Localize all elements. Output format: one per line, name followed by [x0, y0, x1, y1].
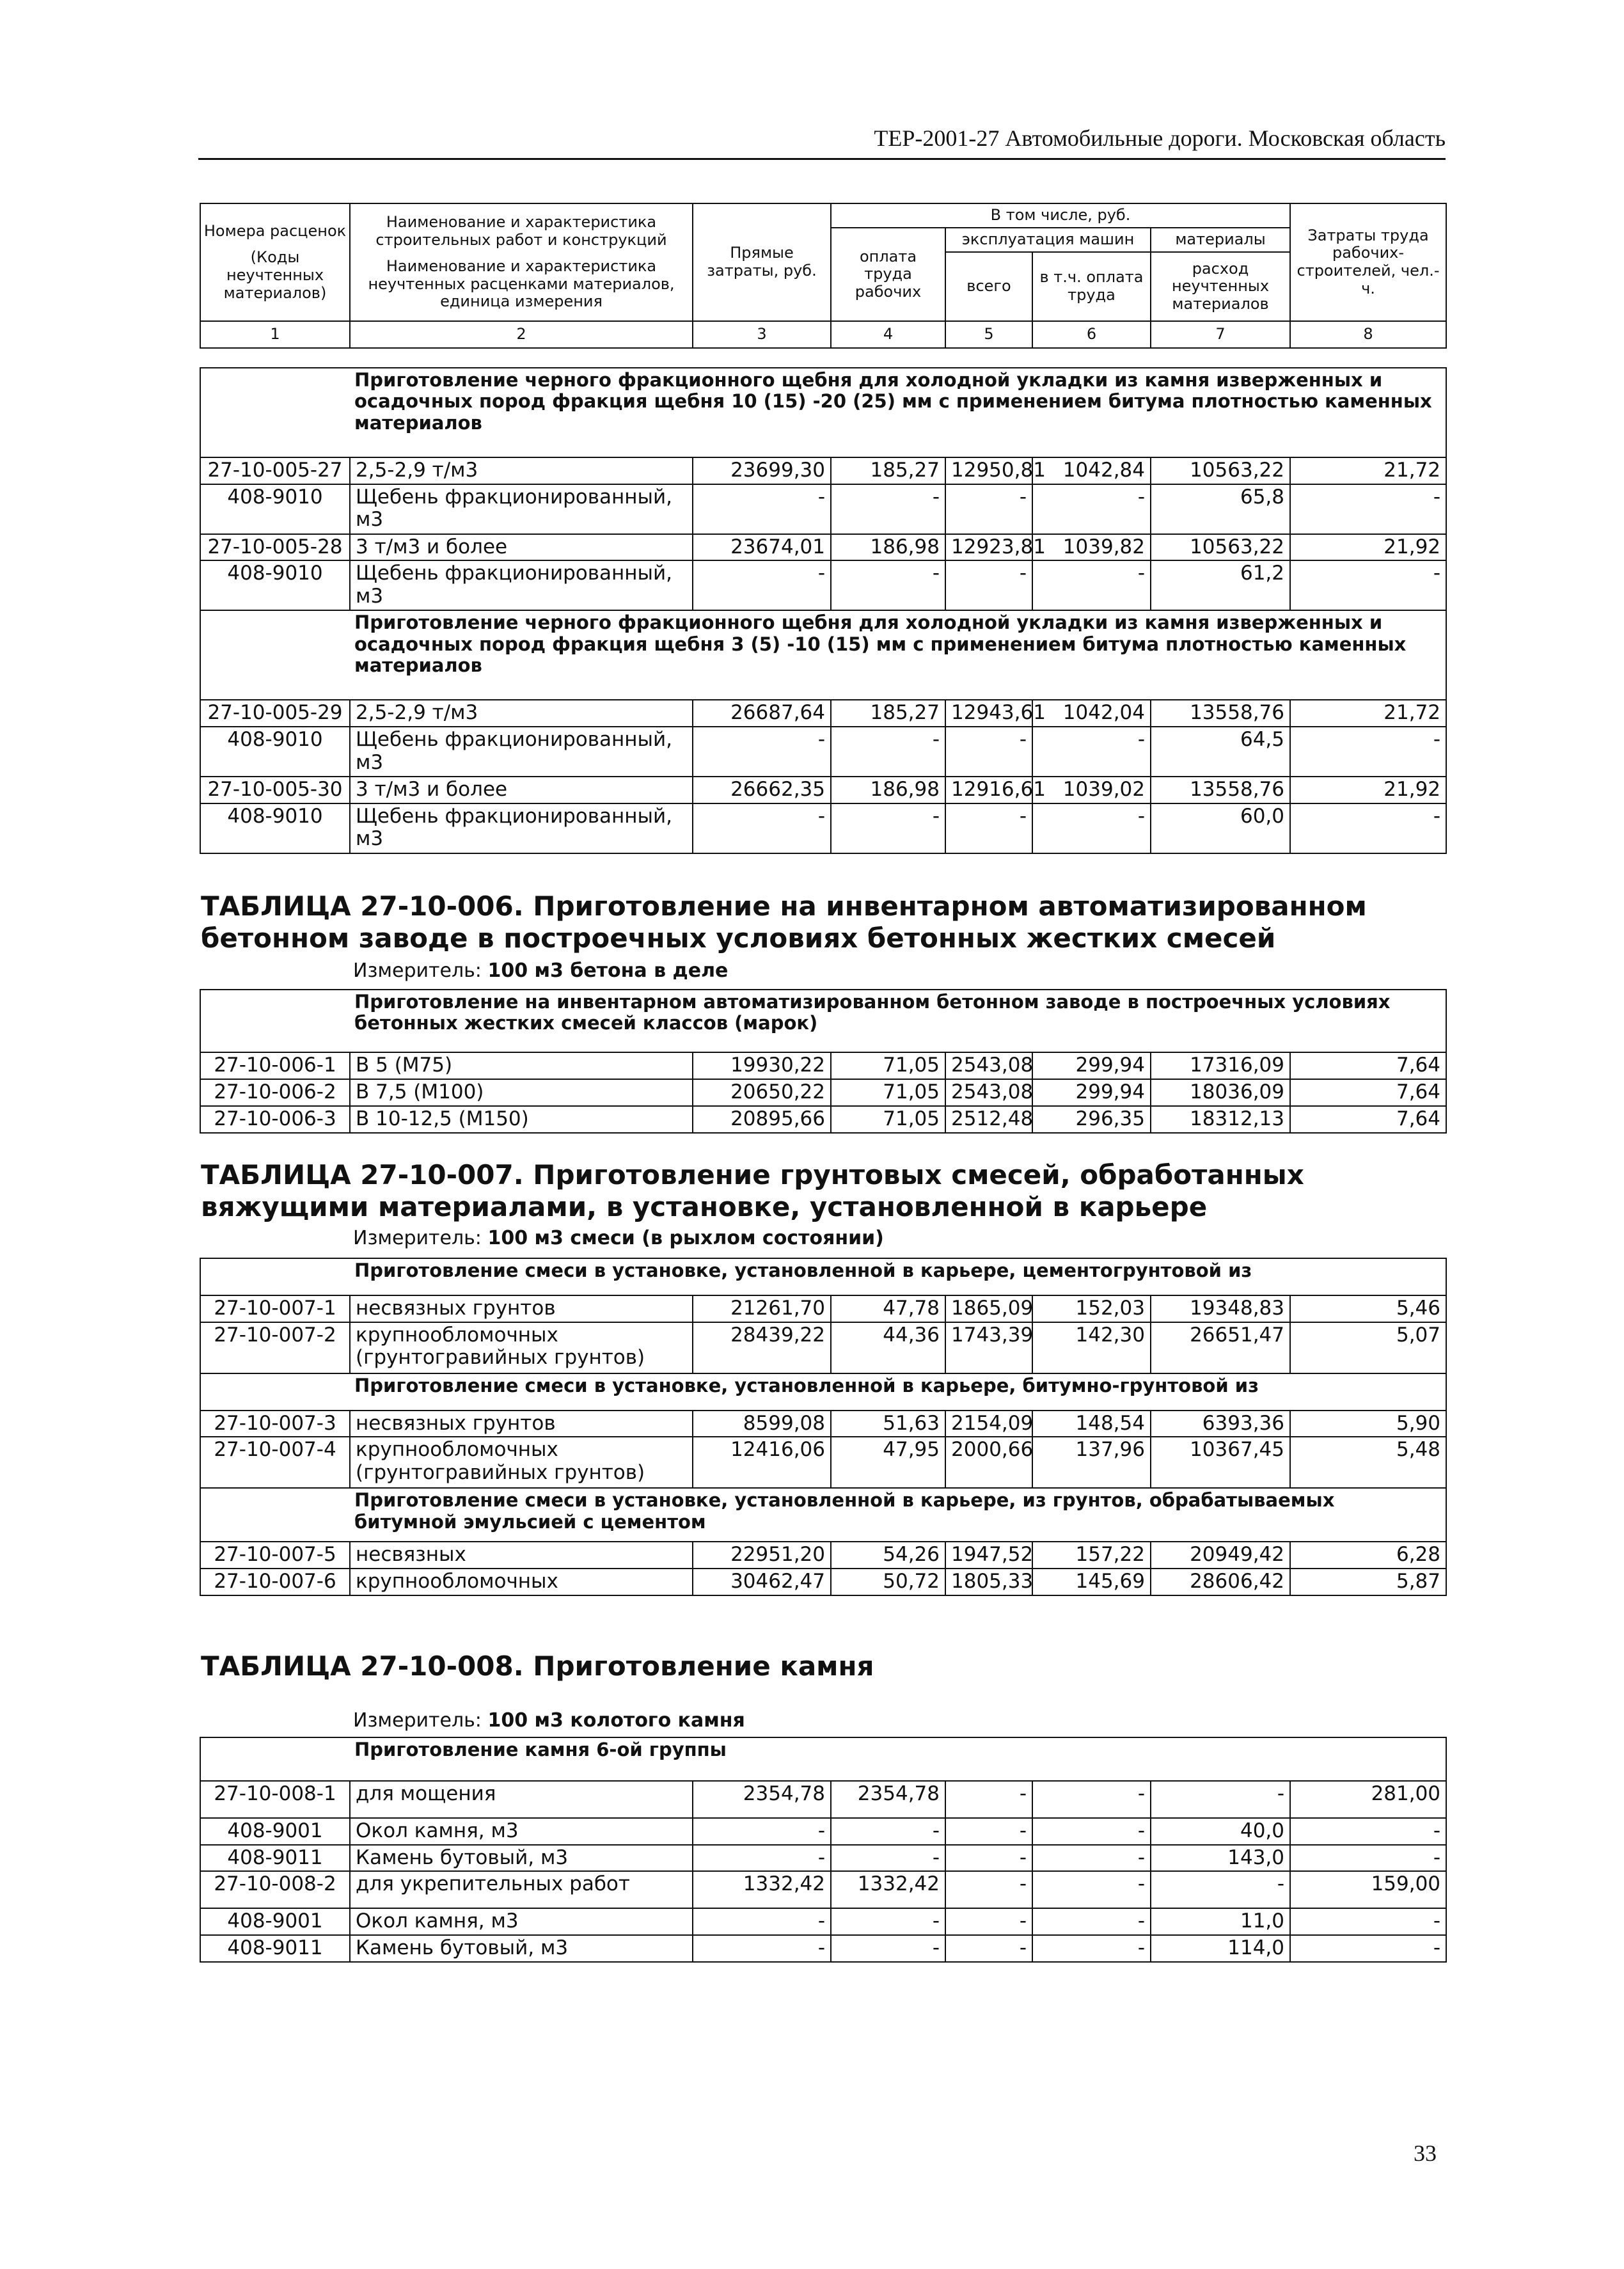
rate-value: -	[831, 727, 945, 777]
rate-value: -	[831, 803, 945, 853]
section-title-row	[200, 368, 1446, 457]
header-title: ТЕР-2001-27 Автомобильные дороги. Московская область	[874, 125, 1446, 151]
rate-value: 10563,22	[1151, 534, 1290, 561]
section-title-row	[200, 1737, 1446, 1781]
rate-value: -	[1032, 484, 1151, 534]
rate-name: Окол камня, м3	[350, 1908, 693, 1935]
rate-value: -	[945, 1871, 1032, 1908]
header-machines: эксплуатация машин	[945, 228, 1151, 252]
rate-value: -	[693, 1908, 831, 1935]
rate-value: 47,78	[831, 1295, 945, 1322]
rate-value: -	[945, 560, 1032, 610]
rate-code: 27-10-005-28	[200, 534, 350, 561]
section-title: Приготовление черного фракционного щебня для холодной укладки из камня изверженных и осадочных пород фракция щебня 10 (15) -20 (25) мм с применением битума плотностью каменных материалов	[200, 368, 1446, 457]
rate-value: 142,30	[1032, 1322, 1151, 1373]
rate-value: 12916,61	[945, 777, 1032, 803]
table-row	[200, 1542, 1446, 1569]
rate-value: -	[945, 727, 1032, 777]
table-row	[200, 1845, 1446, 1872]
header-machines-labor: в т.ч. оплата труда	[1032, 252, 1151, 321]
rate-code: 27-10-007-4	[200, 1437, 350, 1488]
rate-value: -	[1032, 560, 1151, 610]
rate-value: 281,00	[1290, 1781, 1446, 1818]
section-title-row	[200, 1373, 1446, 1411]
rate-value: 159,00	[1290, 1871, 1446, 1908]
rate-value: 6,28	[1290, 1542, 1446, 1569]
table-row	[200, 1106, 1446, 1133]
rate-value: 145,69	[1032, 1569, 1151, 1595]
rate-code: 27-10-006-2	[200, 1079, 350, 1106]
table-007-measure: Измеритель: 100 м3 смеси (в рыхлом состоянии)	[353, 1227, 884, 1249]
rate-value: -	[693, 727, 831, 777]
rate-value: 11,0	[1151, 1908, 1290, 1935]
rate-value: 1332,42	[693, 1871, 831, 1908]
rate-name: несвязных грунтов	[350, 1411, 693, 1437]
section-title-row	[200, 1488, 1446, 1542]
rate-value: 54,26	[831, 1542, 945, 1569]
rate-name: для мощения	[350, 1781, 693, 1818]
rate-value: 71,05	[831, 1106, 945, 1133]
section-title-row	[200, 610, 1446, 700]
table-row	[200, 457, 1446, 484]
table-row	[200, 1411, 1446, 1437]
rate-value: 6393,36	[1151, 1411, 1290, 1437]
rate-code: 27-10-006-3	[200, 1106, 350, 1133]
rate-value: 13558,76	[1151, 777, 1290, 803]
table-row	[200, 803, 1446, 853]
rate-value: -	[1151, 1871, 1290, 1908]
table-row	[200, 1079, 1446, 1106]
rate-value: 148,54	[1032, 1411, 1151, 1437]
rate-name: 3 т/м3 и более	[350, 777, 693, 803]
rate-code: 27-10-008-2	[200, 1871, 350, 1908]
rate-value: 143,0	[1151, 1845, 1290, 1872]
rate-value: 26687,64	[693, 700, 831, 727]
rate-value: -	[1032, 1845, 1151, 1872]
rate-value: -	[1290, 1935, 1446, 1962]
section-title-row	[200, 990, 1446, 1052]
rate-value: -	[945, 803, 1032, 853]
rate-value: 299,94	[1032, 1052, 1151, 1079]
column-header-table	[200, 203, 1447, 349]
rate-code: 408-9010	[200, 560, 350, 610]
rate-value: 51,63	[831, 1411, 945, 1437]
rate-code: 408-9001	[200, 1908, 350, 1935]
rate-value: -	[831, 484, 945, 534]
table-row	[200, 1052, 1446, 1079]
table-row	[200, 1322, 1446, 1373]
rate-value: 7,64	[1290, 1079, 1446, 1106]
rate-value: -	[1032, 1818, 1151, 1845]
rate-name: В 7,5 (М100)	[350, 1079, 693, 1106]
rate-name: 3 т/м3 и более	[350, 534, 693, 561]
rate-value: 1865,09	[945, 1295, 1032, 1322]
rate-value: 7,64	[1290, 1106, 1446, 1133]
page-header	[198, 125, 1446, 160]
rate-name: Камень бутовый, м3	[350, 1935, 693, 1962]
rate-value: 64,5	[1151, 727, 1290, 777]
table-row	[200, 534, 1446, 561]
rate-value: -	[945, 484, 1032, 534]
rate-value: 13558,76	[1151, 700, 1290, 727]
rate-name: Окол камня, м3	[350, 1818, 693, 1845]
rate-value: -	[693, 803, 831, 853]
rate-code: 27-10-008-1	[200, 1781, 350, 1818]
rate-value: -	[693, 1935, 831, 1962]
rate-value: 20650,22	[693, 1079, 831, 1106]
rate-value: 2000,66	[945, 1437, 1032, 1488]
rate-value: -	[1290, 1908, 1446, 1935]
header-in-total: В том числе, руб.	[831, 203, 1290, 228]
header-codes: Номера расценок (Коды неучтенных материалов)	[200, 203, 350, 321]
rate-value: 2354,78	[693, 1781, 831, 1818]
rate-value: 12416,06	[693, 1437, 831, 1488]
header-name: Наименование и характеристика строительных работ и конструкций Наименование и характеристика неучтенных расценками материалов, единица измерения	[350, 203, 693, 321]
rate-value: -	[1290, 1845, 1446, 1872]
rate-value: 1039,82	[1032, 534, 1151, 561]
rate-value: -	[945, 1781, 1032, 1818]
rate-value: 19348,83	[1151, 1295, 1290, 1322]
rate-code: 27-10-005-30	[200, 777, 350, 803]
rate-value: 5,90	[1290, 1411, 1446, 1437]
rate-value: 185,27	[831, 700, 945, 727]
rate-value: 28439,22	[693, 1322, 831, 1373]
rate-value: 20949,42	[1151, 1542, 1290, 1569]
rate-value: 1039,02	[1032, 777, 1151, 803]
rate-value: 23674,01	[693, 534, 831, 561]
rate-value: 114,0	[1151, 1935, 1290, 1962]
rate-name: Щебень фракционированный, м3	[350, 484, 693, 534]
rate-value: -	[1290, 560, 1446, 610]
table-007-heading: ТАБЛИЦА 27-10-007. Приготовление грунтовых смесей, обработанных вяжущими материалами, в установке, установленной в карьере	[201, 1159, 1304, 1223]
rate-value: 65,8	[1151, 484, 1290, 534]
rate-value: -	[945, 1845, 1032, 1872]
rates-table-005	[200, 367, 1447, 854]
table-row	[200, 484, 1446, 534]
rate-name: В 5 (М75)	[350, 1052, 693, 1079]
rate-name: крупнообломочных	[350, 1569, 693, 1595]
rate-name: крупнообломочных (грунтогравийных грунтов)	[350, 1437, 693, 1488]
rate-value: 19930,22	[693, 1052, 831, 1079]
rate-value: 21,72	[1290, 457, 1446, 484]
rate-name: Щебень фракционированный, м3	[350, 727, 693, 777]
rate-name: несвязных грунтов	[350, 1295, 693, 1322]
rate-value: 18312,13	[1151, 1106, 1290, 1133]
rate-value: 7,64	[1290, 1052, 1446, 1079]
rate-value: 152,03	[1032, 1295, 1151, 1322]
section-title: Приготовление смеси в установке, установленной в карьере, цементогрунтовой из	[200, 1258, 1446, 1295]
rate-name: Камень бутовый, м3	[350, 1845, 693, 1872]
rates-table-007	[200, 1258, 1447, 1596]
rate-value: 20895,66	[693, 1106, 831, 1133]
rate-code: 408-9011	[200, 1845, 350, 1872]
table-row	[200, 700, 1446, 727]
rate-code: 27-10-007-6	[200, 1569, 350, 1595]
col-num: 4	[831, 321, 945, 348]
rate-value: 186,98	[831, 777, 945, 803]
table-008-measure: Измеритель: 100 м3 колотого камня	[353, 1709, 745, 1732]
rate-value: 185,27	[831, 457, 945, 484]
rate-name: несвязных	[350, 1542, 693, 1569]
rate-value: -	[1151, 1781, 1290, 1818]
rate-value: 2354,78	[831, 1781, 945, 1818]
rate-value: 17316,09	[1151, 1052, 1290, 1079]
section-title-row	[200, 1258, 1446, 1295]
rate-value: -	[831, 1845, 945, 1872]
page-number: 33	[1414, 2140, 1437, 2166]
header-labor-pay: оплата труда рабочих	[831, 228, 945, 321]
rate-value: 1805,33	[945, 1569, 1032, 1595]
table-006-measure: Измеритель: 100 м3 бетона в деле	[353, 960, 729, 982]
section-title: Приготовление смеси в установке, установленной в карьере, битумно-грунтовой из	[200, 1373, 1446, 1411]
table-006-heading: ТАБЛИЦА 27-10-006. Приготовление на инвентарном автоматизированном бетонном заводе в построечных условиях бетонных жестких смесей	[201, 890, 1367, 954]
rate-value: 5,87	[1290, 1569, 1446, 1595]
rate-value: 2512,48	[945, 1106, 1032, 1133]
rate-value: 18036,09	[1151, 1079, 1290, 1106]
rate-value: -	[1032, 1908, 1151, 1935]
rate-value: 5,07	[1290, 1322, 1446, 1373]
rate-value: 1042,84	[1032, 457, 1151, 484]
table-row	[200, 1295, 1446, 1322]
rate-name: для укрепительных работ	[350, 1871, 693, 1908]
rate-value: -	[1032, 1935, 1151, 1962]
rate-code: 27-10-007-5	[200, 1542, 350, 1569]
col-num: 5	[945, 321, 1032, 348]
rate-value: 71,05	[831, 1052, 945, 1079]
rate-name: 2,5-2,9 т/м3	[350, 457, 693, 484]
rate-value: 157,22	[1032, 1542, 1151, 1569]
rate-value: 28606,42	[1151, 1569, 1290, 1595]
rate-name: В 10-12,5 (М150)	[350, 1106, 693, 1133]
rate-value: -	[831, 1935, 945, 1962]
rate-value: -	[1032, 1781, 1151, 1818]
rate-value: 2543,08	[945, 1052, 1032, 1079]
rates-table-008	[200, 1737, 1447, 1963]
rate-value: -	[1290, 727, 1446, 777]
table-row	[200, 777, 1446, 803]
header-direct-costs: Прямые затраты, руб.	[693, 203, 831, 321]
rate-value: -	[693, 1845, 831, 1872]
column-numbers-row	[200, 321, 1446, 348]
table-008-heading: ТАБЛИЦА 27-10-008. Приготовление камня	[201, 1650, 874, 1682]
rate-code: 27-10-007-2	[200, 1322, 350, 1373]
rate-value: -	[831, 560, 945, 610]
table-row	[200, 1818, 1446, 1845]
rate-code: 27-10-007-3	[200, 1411, 350, 1437]
col-num: 1	[200, 321, 350, 348]
table-row	[200, 1437, 1446, 1488]
rate-value: 1743,39	[945, 1322, 1032, 1373]
rate-code: 27-10-005-27	[200, 457, 350, 484]
table-row	[200, 727, 1446, 777]
rate-code: 408-9010	[200, 484, 350, 534]
header-machines-all: всего	[945, 252, 1032, 321]
table-row	[200, 1871, 1446, 1908]
rate-value: 12950,81	[945, 457, 1032, 484]
rate-name: Щебень фракционированный, м3	[350, 803, 693, 853]
rate-value: -	[945, 1818, 1032, 1845]
rates-table-006	[200, 989, 1447, 1134]
rate-value: 23699,30	[693, 457, 831, 484]
rate-value: -	[1032, 803, 1151, 853]
rate-value: 1042,04	[1032, 700, 1151, 727]
rate-value: -	[1290, 484, 1446, 534]
rate-value: -	[693, 484, 831, 534]
table-row	[200, 1569, 1446, 1595]
rate-name: 2,5-2,9 т/м3	[350, 700, 693, 727]
rate-value: 21,92	[1290, 777, 1446, 803]
rate-value: 21,92	[1290, 534, 1446, 561]
col-num: 6	[1032, 321, 1151, 348]
rate-value: 1332,42	[831, 1871, 945, 1908]
rate-value: -	[1290, 803, 1446, 853]
rate-value: 10367,45	[1151, 1437, 1290, 1488]
rate-code: 27-10-005-29	[200, 700, 350, 727]
rate-value: 1947,52	[945, 1542, 1032, 1569]
rate-value: 47,95	[831, 1437, 945, 1488]
rate-value: 2154,09	[945, 1411, 1032, 1437]
rate-value: -	[831, 1818, 945, 1845]
rate-value: 2543,08	[945, 1079, 1032, 1106]
rate-code: 408-9011	[200, 1935, 350, 1962]
rate-code: 408-9010	[200, 727, 350, 777]
rate-value: -	[693, 560, 831, 610]
rate-value: 10563,22	[1151, 457, 1290, 484]
rate-value: 296,35	[1032, 1106, 1151, 1133]
rate-value: 12943,61	[945, 700, 1032, 727]
section-title: Приготовление смеси в установке, установленной в карьере, из грунтов, обрабатываемых битумной эмульсией с цементом	[200, 1488, 1446, 1542]
rate-value: 5,48	[1290, 1437, 1446, 1488]
rate-value: 44,36	[831, 1322, 945, 1373]
rate-code: 408-9001	[200, 1818, 350, 1845]
rate-code: 408-9010	[200, 803, 350, 853]
rate-value: 71,05	[831, 1079, 945, 1106]
rate-value: -	[1032, 727, 1151, 777]
rate-value: 26662,35	[693, 777, 831, 803]
table-row	[200, 1781, 1446, 1818]
rate-code: 27-10-007-1	[200, 1295, 350, 1322]
rate-value: 60,0	[1151, 803, 1290, 853]
rate-value: 61,2	[1151, 560, 1290, 610]
rate-value: 12923,81	[945, 534, 1032, 561]
rate-value: -	[1290, 1818, 1446, 1845]
rate-value: 21261,70	[693, 1295, 831, 1322]
col-num: 2	[350, 321, 693, 348]
section-title: Приготовление на инвентарном автоматизированном бетонном заводе в построечных условиях бетонных жестких смесей классов (марок)	[200, 990, 1446, 1052]
rate-value: -	[693, 1818, 831, 1845]
rate-name: крупнообломочных (грунтогравийных грунтов)	[350, 1322, 693, 1373]
rate-value: 21,72	[1290, 700, 1446, 727]
rate-value: 30462,47	[693, 1569, 831, 1595]
table-row	[200, 560, 1446, 610]
rate-value: -	[831, 1908, 945, 1935]
col-num: 7	[1151, 321, 1290, 348]
rate-code: 27-10-006-1	[200, 1052, 350, 1079]
rate-name: Щебень фракционированный, м3	[350, 560, 693, 610]
rate-value: 8599,08	[693, 1411, 831, 1437]
header-materials: материалы	[1151, 228, 1290, 252]
rate-value: 5,46	[1290, 1295, 1446, 1322]
rate-value: 186,98	[831, 534, 945, 561]
col-num: 8	[1290, 321, 1446, 348]
rate-value: 50,72	[831, 1569, 945, 1595]
header-labor-hours: Затраты труда рабочих-строителей, чел.-ч.	[1290, 203, 1446, 321]
table-row	[200, 1908, 1446, 1935]
rate-value: -	[945, 1908, 1032, 1935]
col-num: 3	[693, 321, 831, 348]
rate-value: 137,96	[1032, 1437, 1151, 1488]
rate-value: -	[945, 1935, 1032, 1962]
rate-value: 299,94	[1032, 1079, 1151, 1106]
rate-value: 22951,20	[693, 1542, 831, 1569]
section-title: Приготовление черного фракционного щебня для холодной укладки из камня изверженных и осадочных пород фракция щебня 3 (5) -10 (15) мм с применением битума плотностью каменных материалов	[200, 610, 1446, 700]
rate-value: -	[1032, 1871, 1151, 1908]
rate-value: 40,0	[1151, 1818, 1290, 1845]
rate-value: 26651,47	[1151, 1322, 1290, 1373]
section-title: Приготовление камня 6-ой группы	[200, 1737, 1446, 1781]
table-row	[200, 1935, 1446, 1962]
header-materials-use: расход неучтенных материалов	[1151, 252, 1290, 321]
